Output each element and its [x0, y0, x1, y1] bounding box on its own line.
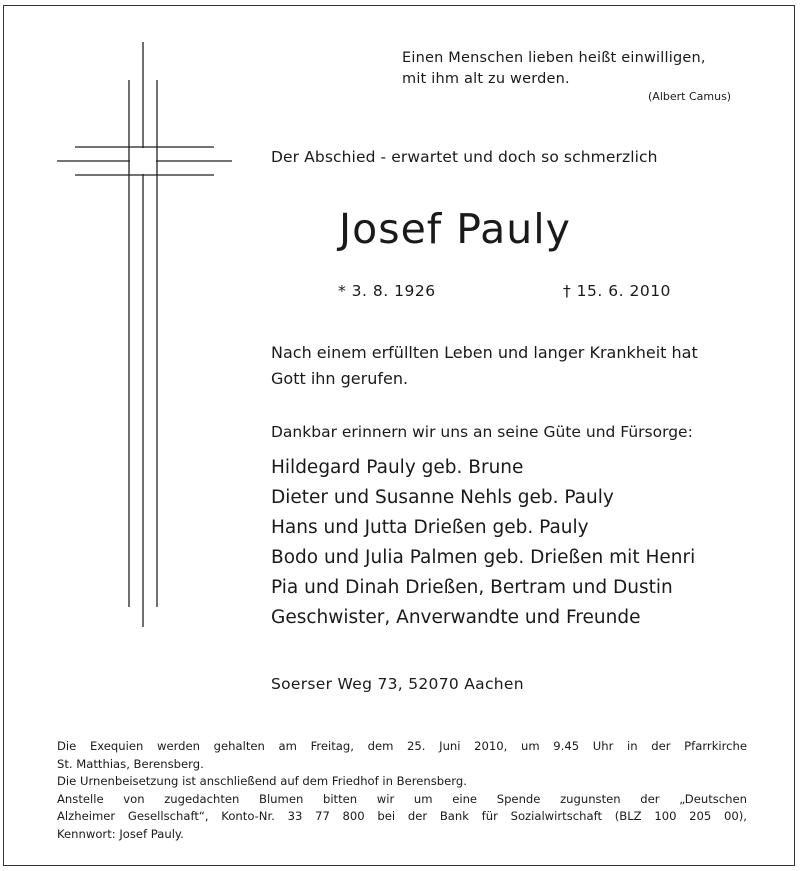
- deceased-name: Josef Pauly: [339, 205, 571, 253]
- body-text: [271, 340, 766, 392]
- notice-line-2: St. Matthias, Berensberg.: [57, 756, 204, 771]
- quote-line-1: Einen Menschen lieben heißt einwilligen,: [402, 50, 706, 66]
- quote: [402, 48, 706, 90]
- cross-icon: [57, 42, 232, 627]
- mourner: Pia und Dinah Drießen, Bertram und Dustin: [271, 577, 673, 598]
- mourners-list: [271, 453, 695, 633]
- body-line-1: Nach einem erfüllten Leben und langer Krankheit hat: [271, 343, 698, 362]
- mourner: Hildegard Pauly geb. Brune: [271, 457, 524, 478]
- quote-author: (Albert Camus): [648, 90, 732, 103]
- funeral-notice: [57, 738, 747, 843]
- quote-line-2: mit ihm alt zu werden.: [402, 71, 570, 87]
- mourner: Dieter und Susanne Nehls geb. Pauly: [271, 487, 614, 508]
- address: Soerser Weg 73, 52070 Aachen: [271, 675, 524, 693]
- intro-line: Der Abschied - erwartet und doch so schmerzlich: [271, 148, 658, 166]
- body-line-2: Gott ihn gerufen.: [271, 369, 409, 388]
- mourner: Hans und Jutta Drießen geb. Pauly: [271, 517, 589, 538]
- notice-line-6: Kennwort: Josef Pauly.: [57, 826, 184, 841]
- notice-line-3: Die Urnenbeisetzung ist anschließend auf dem Friedhof in Berensberg.: [57, 774, 467, 788]
- thanks-line: Dankbar erinnern wir uns an seine Güte und Fürsorge:: [271, 423, 693, 441]
- mourner: Bodo und Julia Palmen geb. Drießen mit Henri: [271, 547, 696, 568]
- mourner: Geschwister, Anverwandte und Freunde: [271, 607, 641, 628]
- notice-line-5: Alzheimer Gesellschaft“, Konto-Nr. 33 77 800 bei der Bank für Sozialwirtschaft (BLZ 100 205 00),: [57, 809, 747, 823]
- notice-line-1: Die Exequien werden gehalten am Freitag, dem 25. Juni 2010, um 9.45 Uhr in der Pfarrkirche: [57, 739, 747, 753]
- death-date: † 15. 6. 2010: [563, 282, 671, 300]
- notice-line-4: Anstelle von zugedachten Blumen bitten wir um eine Spende zugunsten der „Deutschen: [57, 791, 747, 806]
- birth-date: * 3. 8. 1926: [338, 282, 436, 300]
